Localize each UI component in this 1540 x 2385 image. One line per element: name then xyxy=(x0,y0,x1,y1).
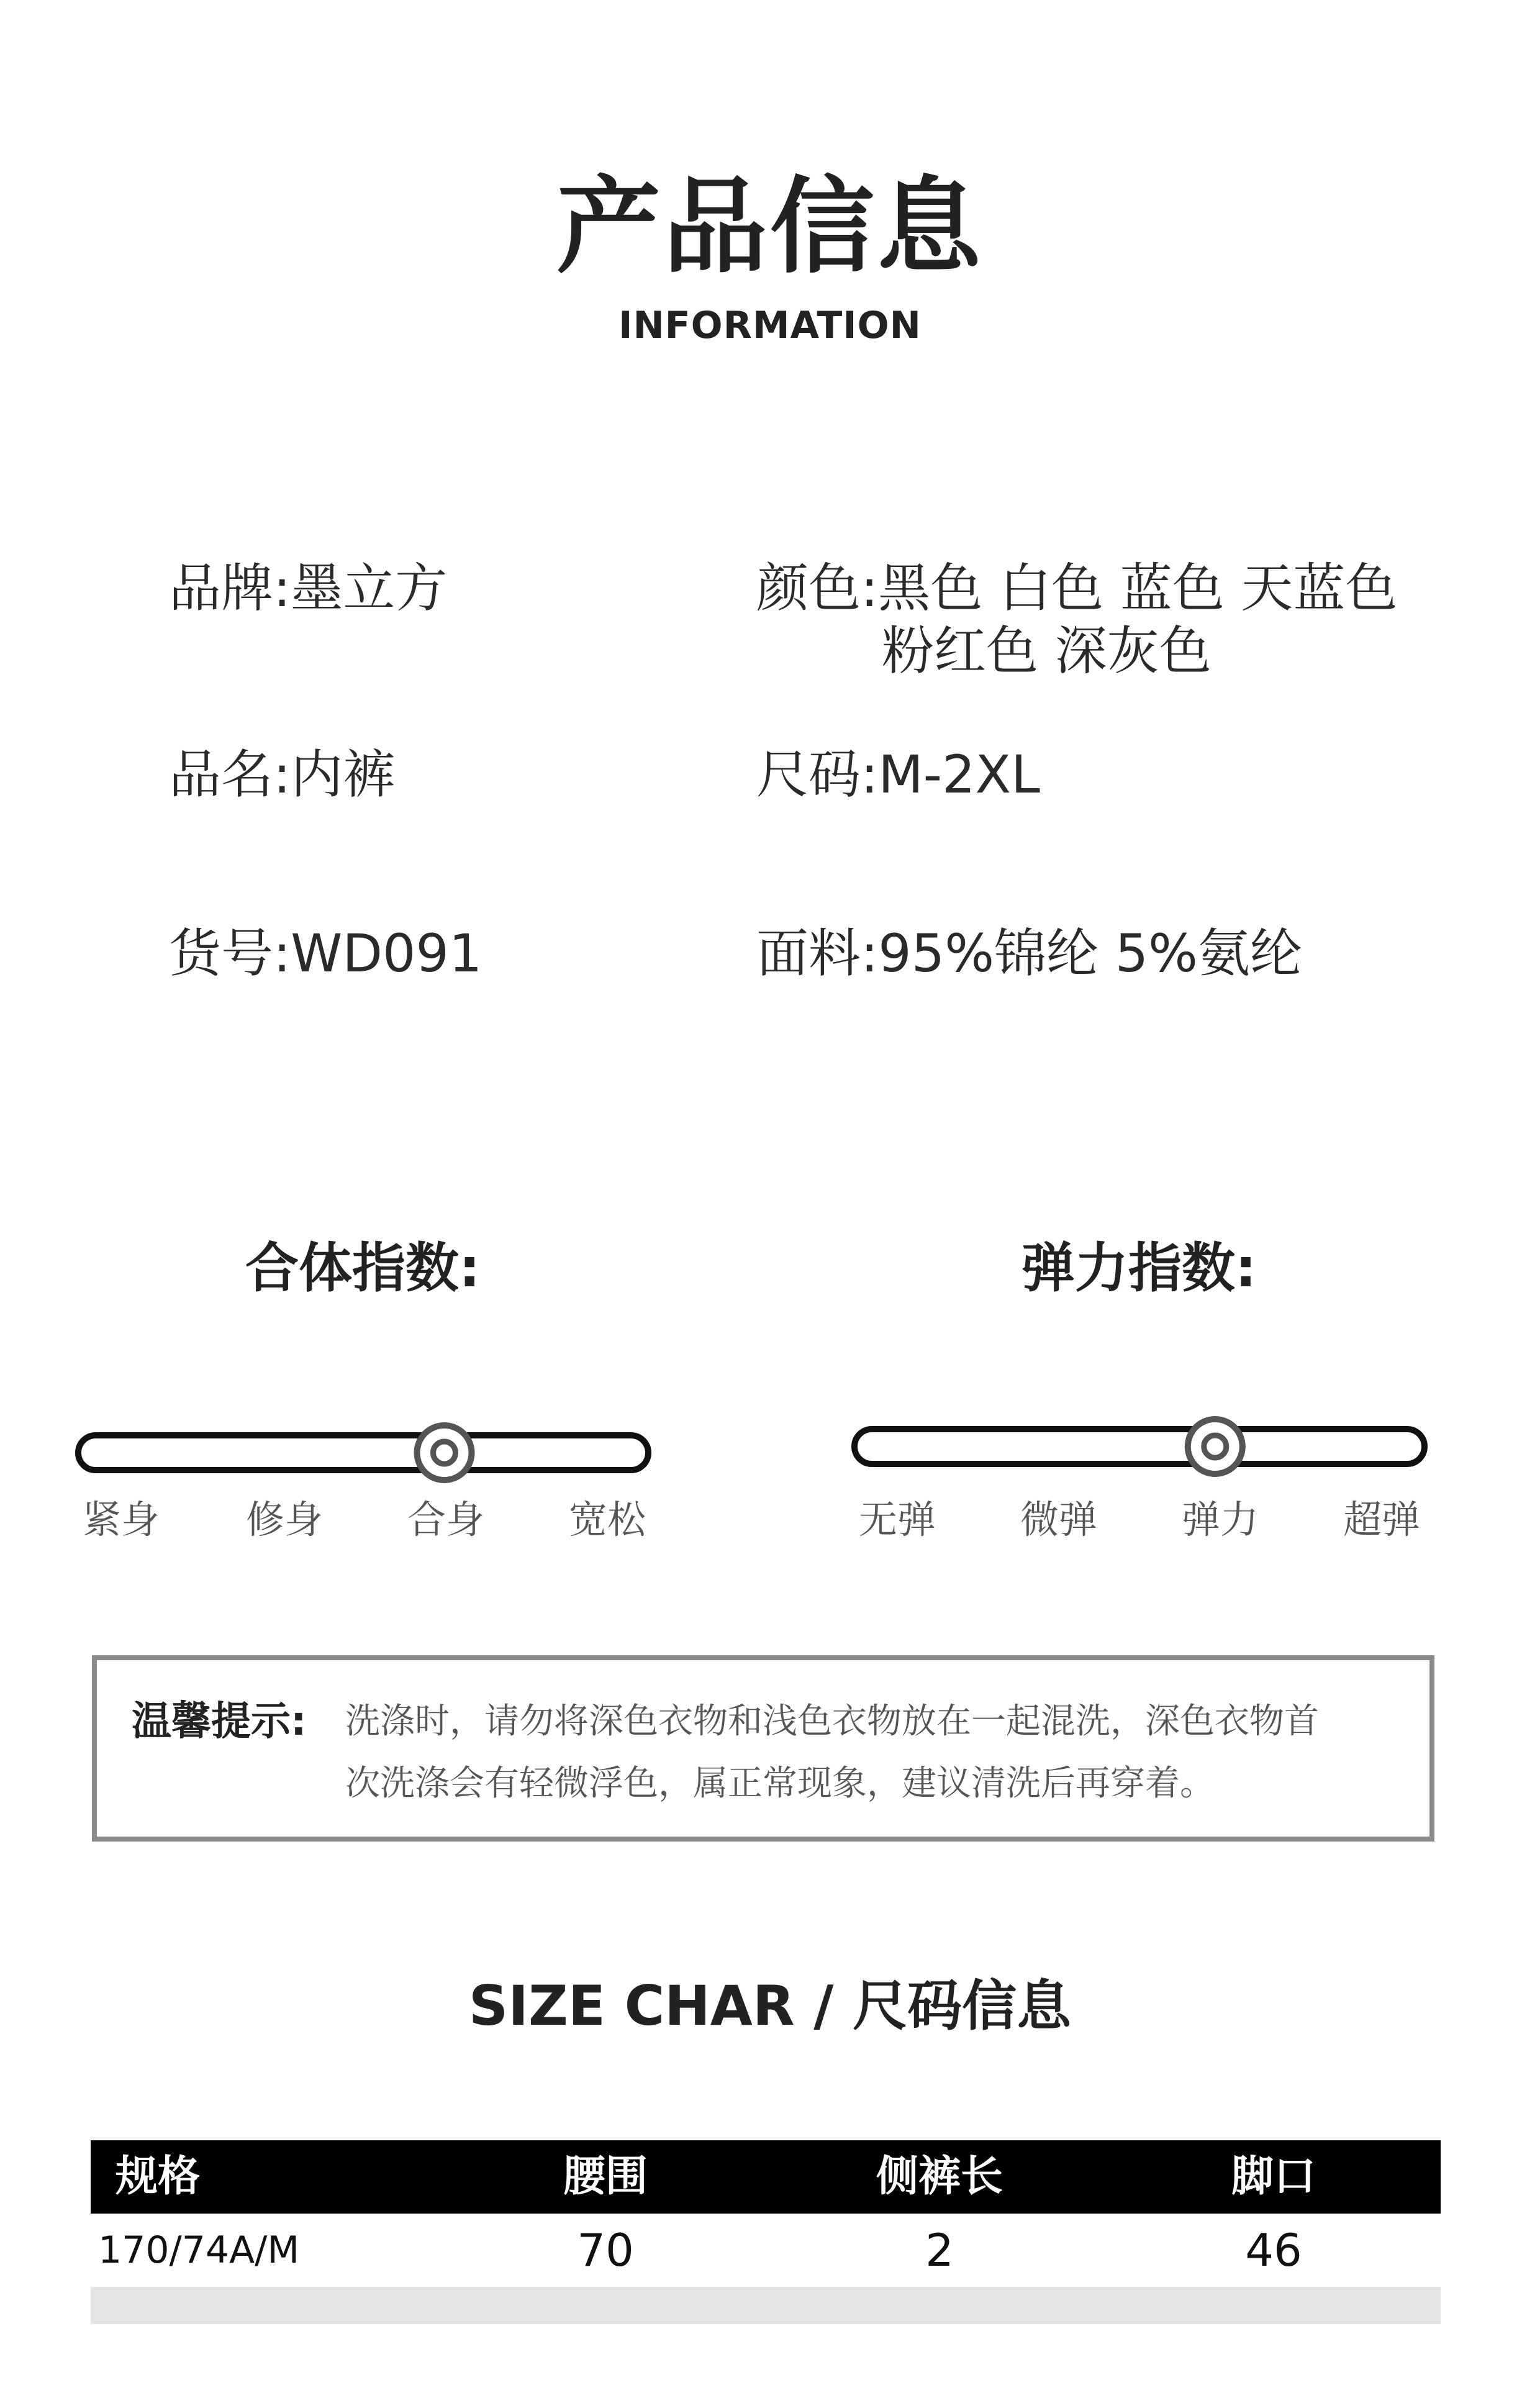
size-table-header xyxy=(91,2140,1441,2214)
page-subtitle: INFORMATION xyxy=(618,304,922,347)
fit-tick-slim: 修身 xyxy=(245,1497,323,1542)
fabric-info: 面料:95%锦纶 5%氨纶 xyxy=(756,923,1302,984)
fit-slider-track xyxy=(78,1435,648,1470)
cell-spec: 170/74A/M xyxy=(98,2228,300,2272)
cell-side-length: 2 xyxy=(925,2224,954,2276)
care-tip-label: 温馨提示: xyxy=(132,1699,307,1745)
elastic-index-title: 弹力指数: xyxy=(1021,1237,1257,1299)
item-number-info: 货号:WD091 xyxy=(169,923,482,984)
header-leg-opening: 脚口 xyxy=(1231,2152,1316,2201)
size-range-info: 尺码:M-2XL xyxy=(756,744,1040,805)
size-table xyxy=(91,2140,1441,2324)
table-row-partial xyxy=(91,2287,1441,2324)
elastic-index-slider xyxy=(851,1416,1428,1484)
fit-index-slider xyxy=(75,1422,652,1491)
elastic-slider-track xyxy=(854,1429,1424,1464)
page-title: 产品信息 xyxy=(556,166,984,288)
fit-tick-tight: 紧身 xyxy=(82,1497,160,1542)
care-tip-line-1: 洗涤时，请勿将深色衣物和浅色衣物放在一起混洗，深色衣物首 xyxy=(345,1701,1319,1742)
header-side-length: 侧裤长 xyxy=(876,2152,1003,2201)
fit-slider-knob xyxy=(417,1425,472,1480)
elastic-tick-none: 无弹 xyxy=(858,1497,936,1542)
color-info-continued: 粉红色 深灰色 xyxy=(882,620,1212,681)
header-waist: 腰围 xyxy=(563,2152,648,2201)
cell-waist: 70 xyxy=(577,2224,634,2276)
header-spec: 规格 xyxy=(116,2152,201,2201)
cell-leg-opening: 46 xyxy=(1245,2224,1302,2276)
table-row xyxy=(91,2214,1441,2287)
elastic-tick-elastic: 弹力 xyxy=(1181,1497,1259,1542)
elastic-slider-knob xyxy=(1188,1419,1243,1474)
fit-tick-loose: 宽松 xyxy=(568,1497,646,1542)
fit-tick-regular: 合身 xyxy=(407,1497,484,1542)
elastic-tick-super: 超弹 xyxy=(1343,1497,1420,1542)
size-chart-title: SIZE CHAR / 尺码信息 xyxy=(468,1974,1072,2038)
product-name-info: 品名:内裤 xyxy=(169,744,396,805)
care-tip-line-2: 次洗涤会有轻微浮色，属正常现象，建议清洗后再穿着。 xyxy=(345,1763,1215,1804)
fit-index-title: 合体指数: xyxy=(245,1237,481,1299)
brand-info: 品牌:墨立方 xyxy=(169,558,448,619)
color-info: 颜色:黑色 白色 蓝色 天蓝色 xyxy=(756,558,1398,619)
elastic-tick-slight: 微弹 xyxy=(1020,1497,1097,1542)
